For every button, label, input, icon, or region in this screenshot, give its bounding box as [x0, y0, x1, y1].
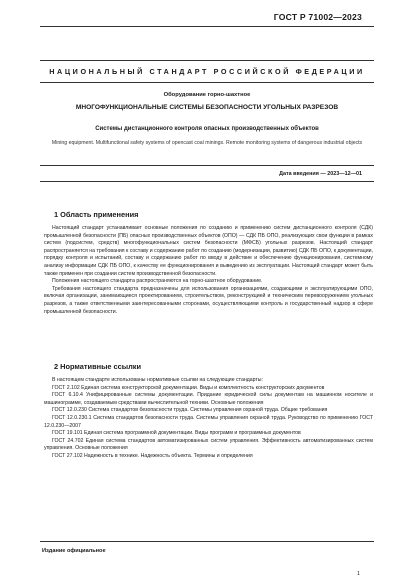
header-rule-2	[40, 82, 374, 83]
introduction-date: Дата введения — 2023—12—01	[279, 171, 362, 177]
header-rule-1	[40, 60, 374, 61]
reference-item: ГОСТ 27.102 Надежность в технике. Надежность объекта. Термины и определения	[52, 452, 253, 459]
title-rule	[40, 165, 374, 166]
national-standard-banner: НАЦИОНАЛЬНЫЙ СТАНДАРТ РОССИЙСКОЙ ФЕДЕРАЦИИ	[49, 67, 365, 76]
edition-label: Издание официальное	[42, 548, 106, 554]
reference-item: ГОСТ 6.10.4 Унифицированные системы документации. Придание юридической силы документам на машинном носителе и машинограмме, создаваемым средствами вычислительной техники. Основные положения	[44, 392, 373, 406]
header-rule-top	[40, 26, 374, 27]
footer-rule	[40, 541, 374, 542]
english-title: Mining equipment. Multifunctional safety systems of opencast coal minings. Remote monitoring systems of dangerous industrial objects	[51, 140, 363, 146]
equipment-label: Оборудование горно-шахтное	[163, 92, 251, 98]
page-number: 1	[357, 571, 360, 577]
section-1-paragraph: Требования настоящего стандарта предназначены для использования организациями, создающими и эксплуатирующими ОПО, включая организации, занимающиеся проектированием, строительством, реконструкцией и техническим перевооружением угольных разрезов, а также ответственными заинтересованными сторонами, осуществляющими контроль и государственный надзор в сфере промышленной безопасности.	[44, 285, 373, 315]
reference-item: ГОСТ 12.0.230 Система стандартов безопасности труда. Системы управления охраной труда. Общие требования	[52, 407, 328, 414]
reference-item: В настоящем стандарте использованы нормативные ссылки на следующие стандарты:	[52, 377, 263, 383]
section-2-heading: 2 Нормативные ссылки	[54, 362, 142, 371]
reference-item: ГОСТ 19.101 Единая система программной документации. Виды программ и программных документов	[52, 430, 301, 437]
section-1-paragraph: Настоящий стандарт устанавливает основные положения по созданию и применению систем дистанционного контроля (СДК) промышленной безопасности (ПБ) опасных производственных объектов (ОПО) — СДК ПБ ОПО, реализующих свои функции в рамках систем (подсистем, средств) многофункциональных систем безопасности (МФСБ) угольных разрезов. Настоящий стандарт распространяется на требования к составу и содержанию работ по созданию (модернизации, развитию) СДК ПБ ОПО, к документации, порядку контроля и испытаний, составу и содержанию работ по вводу в действие и обеспечению функционирования, системному анализу информации СДК ПБ ОПО, к качеству ее функционирования и выведению из эксплуатации. Настоящий стандарт может быть также применен при создании систем производственной безопасности.	[44, 225, 373, 277]
section-1-heading: 1 Область применения	[54, 210, 139, 219]
reference-item: ГОСТ 2.102 Единая система конструкторской документации. Виды и комплектность конструкторских документов	[52, 384, 325, 391]
date-rule	[40, 181, 374, 182]
section-1-body	[44, 225, 373, 316]
section-2-body	[44, 377, 373, 461]
reference-item: ГОСТ 12.0.230.1 Система стандартов безопасности труда. Системы управления охраной труда. Руководство по применению ГОСТ 12.0.230—2007	[44, 414, 373, 429]
reference-item: ГОСТ 24.702 Единая система стандартов автоматизированных систем управления. Эффективность автоматизированных систем управления. Основные положения	[44, 437, 373, 452]
section-1-paragraph: Положения настоящего стандарта распространяются на горно-шахтное оборудование.	[52, 278, 263, 285]
subtitle: Системы дистанционного контроля опасных производственных объектов	[95, 126, 319, 132]
standard-number: ГОСТ Р 71002—2023	[273, 12, 362, 22]
main-title: МНОГОФУНКЦИОНАЛЬНЫЕ СИСТЕМЫ БЕЗОПАСНОСТИ УГОЛЬНЫХ РАЗРЕЗОВ	[75, 104, 339, 111]
